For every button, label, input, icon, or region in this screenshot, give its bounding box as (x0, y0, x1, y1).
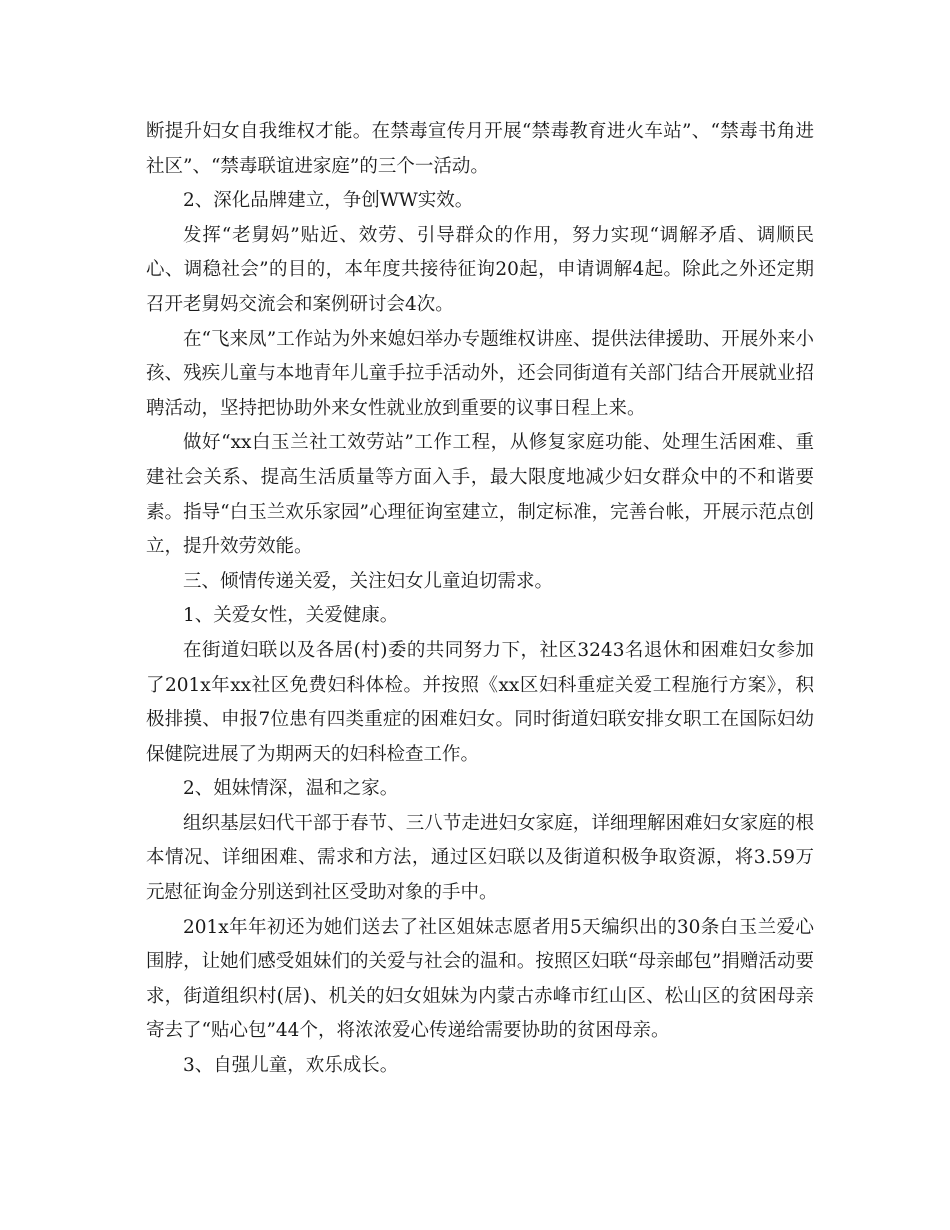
paragraph: 在街道妇联以及各居(村)委的共同努力下，社区3243名退休和困难妇女参加了201x年xx社区免费妇科体检。并按照《xx区妇科重症关爱工程施行方案》，积极排摸、申报7位患有四类重症的困难妇女。同时街道妇联安排女职工在国际妇幼保健院进展了为期两天的妇科检查工作。 (146, 639, 814, 765)
section-heading: 三、倾情传递关爱，关注妇女儿童迫切需求。 (183, 570, 554, 592)
paragraph: 断提升妇女自我维权才能。在禁毒宣传月开展“禁毒教育进火车站”、“禁毒书角进社区”、“禁毒联谊进家庭”的三个一活动。 (146, 121, 814, 177)
paragraph: 发挥“老舅妈”贴近、效劳、引导群众的作用，努力实现“调解矛盾、调顺民心、调稳社会”的目的，本年度共接待征询20起，申请调解4起。除此之外还定期召开老舅妈交流会和案例研讨会4次。 (146, 224, 814, 315)
document-body (146, 115, 814, 1084)
section-heading: 3、自强儿童，欢乐成长。 (183, 1055, 399, 1077)
section-heading: 2、姐妹情深，温和之家。 (183, 778, 399, 800)
section-heading: 2、深化品牌建立，争创WW实效。 (183, 190, 474, 212)
paragraph: 做好“xx白玉兰社工效劳站”工作工程，从修复家庭功能、处理生活困难、重建社会关系、提高生活质量等方面入手，最大限度地减少妇女群众中的不和谐要素。指导“白玉兰欢乐家园”心理征询室建立，制定标准，完善台帐，开展示范点创立，提升效劳效能。 (146, 432, 814, 558)
paragraph: 在“飞来凤”工作站为外来媳妇举办专题维权讲座、提供法律援助、开展外来小孩、残疾儿童与本地青年儿童手拉手活动外，还会同街道有关部门结合开展就业招聘活动，坚持把协助外来女性就业放到重要的议事日程上来。 (146, 328, 814, 419)
section-heading: 1、关爱女性，关爱健康。 (183, 605, 399, 627)
paragraph: 组织基层妇代干部于春节、三八节走进妇女家庭，详细理解困难妇女家庭的根本情况、详细困难、需求和方法，通过区妇联以及街道积极争取资源，将3.59万元慰征询金分别送到社区受助对象的手中。 (146, 812, 814, 904)
paragraph: 201x年年初还为她们送去了社区姐妹志愿者用5天编织出的30条白玉兰爱心围脖，让她们感受姐妹们的关爱与社会的温和。按照区妇联“母亲邮包”捐赠活动要求，街道组织村(居)、机关的妇女姐妹为内蒙古赤峰市红山区、松山区的贫困母亲寄去了“贴心包”44个，将浓浓爱心传递给需要协助的贫困母亲。 (146, 916, 814, 1042)
